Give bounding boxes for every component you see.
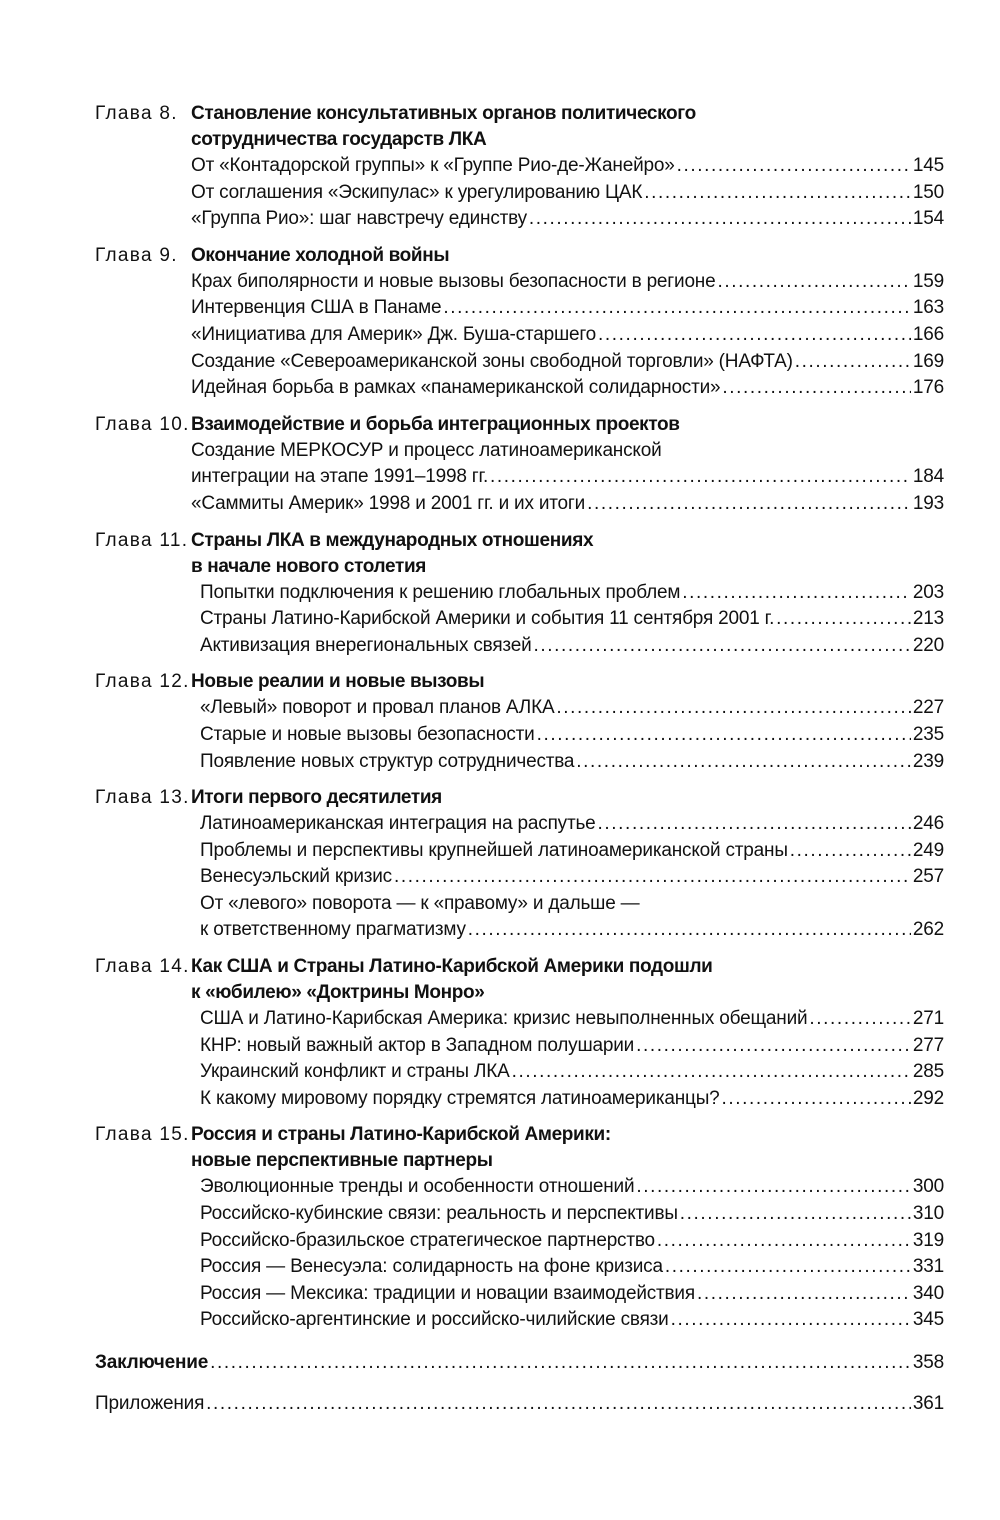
chapter-label: Глава 9. [95,244,178,266]
page-number: 310 [912,1203,944,1225]
chapter-list [95,101,944,1334]
toc-entry[interactable] [191,838,944,865]
toc-entry-conclusion[interactable] [95,1350,944,1377]
chapter-body [191,1122,944,1334]
page-number: 271 [912,1008,944,1030]
leader-dots [529,206,911,233]
leader-dots [677,153,911,180]
leader-dots [790,838,911,865]
toc-entry[interactable] [191,1086,944,1113]
entry-title: интеграции на этапе 1991–1998 гг. [191,466,489,488]
page-number: 154 [912,208,944,230]
page-number: 249 [912,839,944,861]
page-number: 340 [912,1282,944,1304]
entry-title: к ответственному прагматизму [200,919,466,941]
toc-entry[interactable] [191,1174,944,1201]
chapter-body [191,785,944,944]
entry-title: Венесуэльский кризис [200,866,392,888]
entry-title: Заключение [95,1352,209,1373]
toc-entry[interactable] [191,269,944,296]
entry-title-line: От «левого» поворота — к «правому» и дальше — [200,892,640,914]
leader-dots [394,864,911,891]
chapter-block [95,1122,944,1334]
chapter-body [191,243,944,402]
entry-title: Попытки подключения к решению глобальных проблем [200,581,681,603]
chapter-block [95,785,944,944]
page-number: 176 [912,377,944,399]
entry-title: Идейная борьба в рамках «панамериканской солидарности» [191,377,721,399]
chapter-body [191,412,944,518]
chapter-label: Глава 15. [95,1124,190,1146]
entry-title: От «Контадорской группы» к «Группе Рио-де-Жанейро» [191,155,675,176]
page-number: 163 [912,297,944,319]
entry-title: Российско-кубинские связи: реальность и перспективы [200,1203,678,1225]
leader-dots [587,491,911,518]
toc-entry[interactable] [191,1033,944,1060]
page-number: 331 [912,1256,944,1278]
toc-entry[interactable] [191,695,944,722]
chapter-title: к «юбилею» «Доктрины Монро» [191,982,485,1004]
page-number: 292 [912,1087,944,1109]
toc-entry[interactable] [191,1307,944,1334]
entry-title: К какому мировому порядку стремятся латиноамериканцы? [200,1087,720,1109]
chapter-title: Россия и страны Латино-Карибской Америки: [191,1124,611,1146]
leader-dots [809,1006,910,1033]
chapter-label: Глава 10. [95,413,190,435]
chapter-body [191,528,944,660]
chapter-title: Становление консультативных органов политического [191,103,696,124]
toc-entry[interactable] [191,811,944,838]
chapter-title: Взаимодействие и борьба интеграционных проектов [191,413,680,435]
page-number: 193 [912,492,944,514]
entry-title: «Инициатива для Америк» Дж. Буша-старшего [191,323,597,345]
entry-title: Страны Латино-Карибской Америки и события 11 сентября 2001 г. [200,608,775,630]
entry-title: Россия — Мексика: традиции и новации взаимодействия [200,1282,695,1304]
toc-entry[interactable] [191,606,944,633]
toc-entry[interactable] [191,322,944,349]
toc-entry[interactable] [191,491,944,518]
leader-dots [598,322,911,349]
leader-dots [657,1228,911,1255]
page-number: 227 [912,697,944,719]
entry-title: Интервенция США в Панаме [191,297,442,319]
page-number: 319 [912,1229,944,1251]
chapter-label: Глава 11. [95,529,189,551]
leader-dots [598,811,911,838]
toc-entry[interactable] [191,349,944,376]
toc-entry-lead[interactable] [191,891,944,918]
leader-dots [722,375,910,402]
leader-dots [682,580,911,607]
page-number: 220 [912,634,944,656]
page-number: 358 [912,1352,944,1373]
entry-title: Активизация внерегиональных связей [200,634,532,656]
toc-entry[interactable] [191,153,944,180]
leader-dots [533,633,910,660]
leader-dots [576,749,911,776]
leader-dots [795,349,911,376]
entry-title: «Левый» поворот и провал планов АЛКА [200,697,555,719]
leader-dots [636,1174,911,1201]
entry-title: Создание «Североамериканской зоны свободной торговли» (НАФТА) [191,350,793,372]
chapter-label: Глава 8. [95,103,178,124]
chapter-title: новые перспективные партнеры [191,1150,493,1172]
page-number: 203 [912,581,944,603]
chapter-block [95,243,944,402]
page-number: 184 [912,466,944,488]
chapter-label: Глава 14. [95,956,190,978]
entry-title: США и Латино-Карибская Америка: кризис невыполненных обещаний [200,1008,808,1030]
entry-title: Эволюционные тренды и особенности отношений [200,1176,635,1198]
page-number: 213 [912,608,944,630]
leader-dots [776,606,911,633]
entry-title: Крах биполярности и новые вызовы безопасности в регионе [191,270,716,292]
entry-title: Проблемы и перспективы крупнейшей латиноамериканской страны [200,839,788,861]
chapter-block [95,101,944,233]
toc-entry[interactable] [191,1006,944,1033]
entry-title: От соглашения «Эскипулас» к урегулированию ЦАК [191,181,643,203]
leader-dots [644,180,911,207]
page-number: 361 [912,1392,944,1414]
entry-title: Приложения [95,1392,205,1414]
chapter-body [191,101,944,233]
page-number: 166 [912,323,944,345]
leader-dots [717,269,910,296]
entry-title: Появление новых структур сотрудничества [200,750,575,772]
leader-dots [697,1281,911,1308]
entry-title: Латиноамериканская интеграция на распутье [200,813,596,835]
chapter-label: Глава 12. [95,671,190,693]
leader-dots [636,1033,911,1060]
leader-dots [468,917,911,944]
toc-entry[interactable] [191,722,944,749]
leader-dots [537,722,911,749]
chapter-body [191,669,944,775]
toc-entry-lead[interactable] [191,438,944,465]
page-number: 169 [912,350,944,372]
entry-title: Россия — Венесуэла: солидарность на фоне кризиса [200,1256,663,1278]
chapter-title: Как США и Страны Латино-Карибской Америки подошли [191,956,713,978]
toc-entry[interactable] [191,1254,944,1281]
toc-entry[interactable] [191,1281,944,1308]
toc-entry[interactable] [191,864,944,891]
leader-dots [556,695,910,722]
page-number: 277 [912,1034,944,1056]
toc-entry[interactable] [191,375,944,402]
toc-entry[interactable] [191,1059,944,1086]
page-number: 345 [912,1309,944,1331]
leader-dots [722,1086,911,1113]
chapter-title: Итоги первого десятилетия [191,787,442,809]
toc-entry[interactable] [191,917,944,944]
page-number: 235 [912,723,944,745]
page-number: 246 [912,813,944,835]
toc-entry[interactable] [191,749,944,776]
chapter-label: Глава 13. [95,787,190,809]
chapter-title: Страны ЛКА в международных отношениях [191,529,594,551]
toc-entry[interactable] [191,295,944,322]
toc-entry[interactable] [191,1201,944,1228]
toc-entry-appendix[interactable] [95,1391,944,1418]
entry-title: «Саммиты Америк» 1998 и 2001 гг. и их итоги [191,492,586,514]
leader-dots [671,1307,911,1334]
toc-entry[interactable] [191,633,944,660]
entry-title: «Группа Рио»: шаг навстречу единству [191,208,527,230]
chapter-block [95,412,944,518]
page-number: 262 [912,919,944,941]
chapter-title: Новые реалии и новые вызовы [191,671,485,693]
page-number: 145 [912,155,944,176]
chapter-title: сотрудничества государств ЛКА [191,129,487,150]
chapter-block [95,954,944,1112]
page-number: 159 [912,270,944,292]
page-number: 239 [912,750,944,772]
chapter-body [191,954,944,1112]
page-number: 285 [912,1061,944,1083]
chapter-block [95,528,944,660]
chapter-title: Окончание холодной войны [191,244,450,266]
leader-dots [443,295,911,322]
entry-title: Российско-бразильское стратегическое партнерство [200,1229,655,1251]
toc-entry[interactable] [191,180,944,207]
chapter-title: в начале нового столетия [191,555,427,577]
page-number: 150 [912,181,944,203]
leader-dots [680,1201,911,1228]
leader-dots [665,1254,911,1281]
entry-title: КНР: новый важный актор в Западном полушарии [200,1034,635,1056]
toc-entry[interactable] [191,580,944,607]
leader-dots [512,1059,911,1086]
entry-title: Российско-аргентинские и российско-чилийские связи [200,1309,669,1331]
leader-dots [490,464,911,491]
page-number: 257 [912,866,944,888]
toc-entry[interactable] [191,1228,944,1255]
page-number: 300 [912,1176,944,1198]
entry-title: Старые и новые вызовы безопасности [200,723,535,745]
chapter-block [95,669,944,775]
entry-title-line: Создание МЕРКОСУР и процесс латиноамериканской [191,439,662,461]
entry-title: Украинский конфликт и страны ЛКА [200,1061,510,1083]
leader-dots [206,1391,911,1418]
toc-entry[interactable] [191,206,944,233]
toc-entry[interactable] [191,464,944,491]
leader-dots [210,1350,911,1377]
